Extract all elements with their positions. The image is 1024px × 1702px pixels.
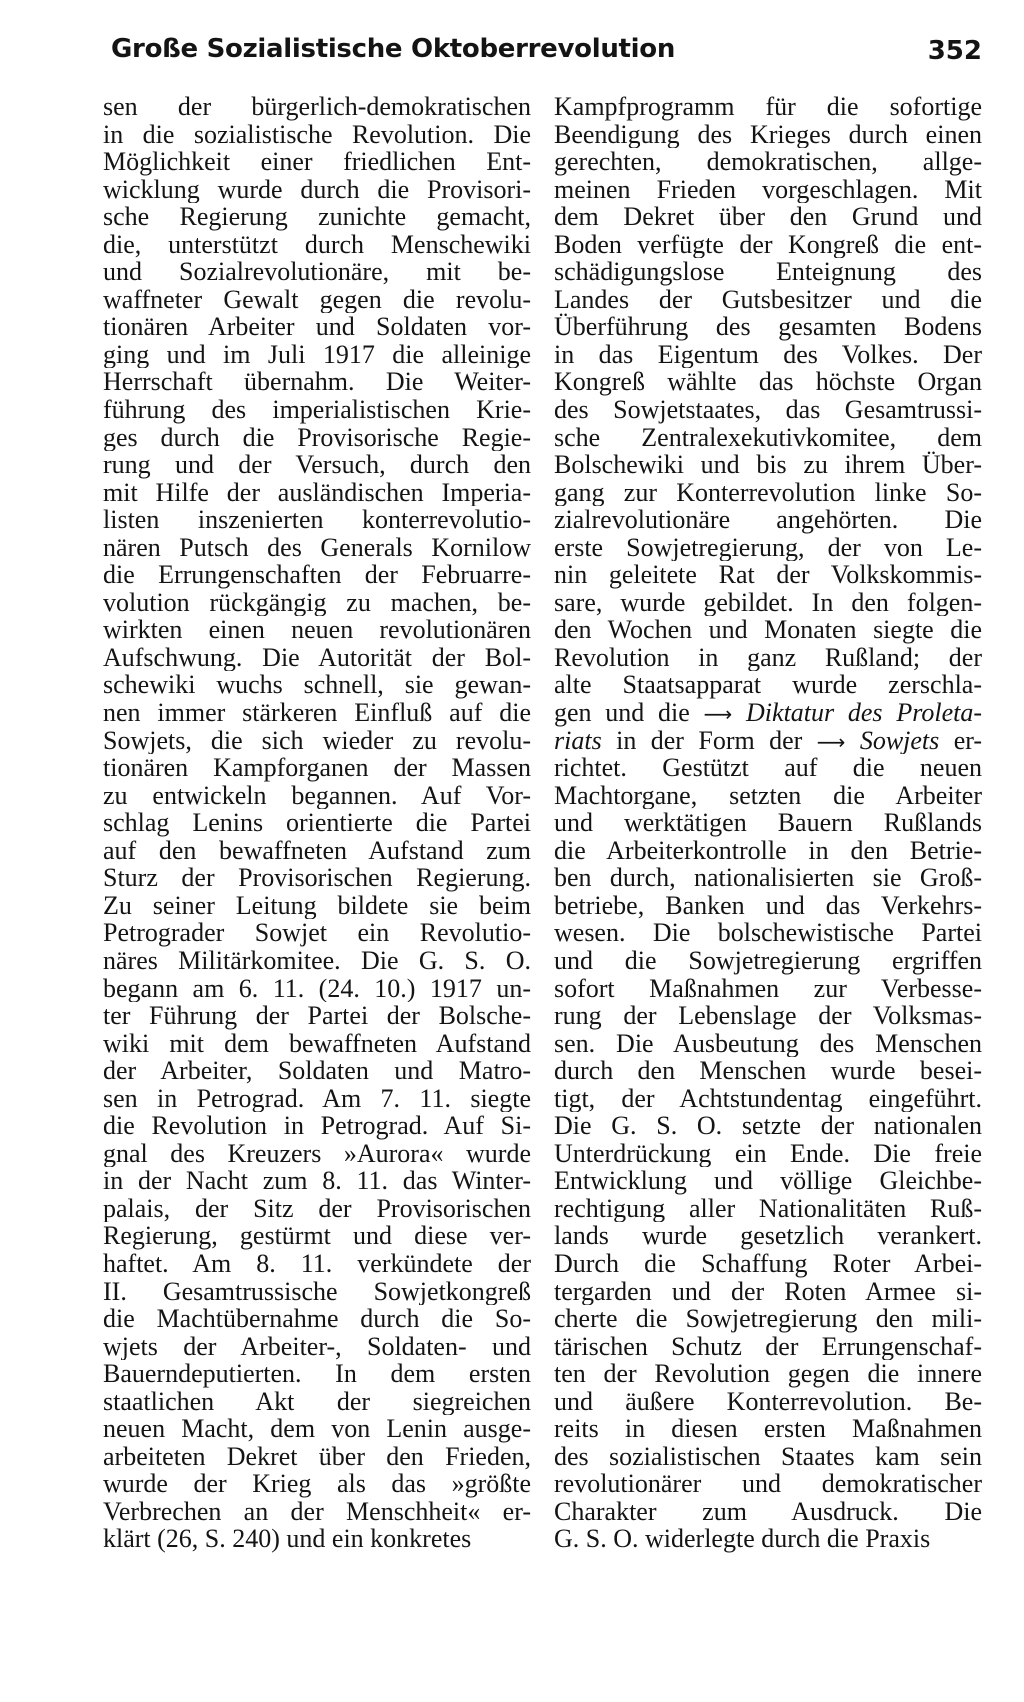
text-line: cherte die Sowjetregierung den mili- [554, 1305, 982, 1333]
text-line: tärischen Schutz der Errungenschaf- [554, 1332, 982, 1361]
text-line: nen immer stärkeren Einfluß auf die [103, 699, 531, 727]
text-line: Regierung, gestürmt und diese ver- [103, 1222, 531, 1250]
text-line: klärt (26, S. 240) und ein konkretes [103, 1525, 472, 1553]
page-header-title: Große Sozialistische Oktoberrevolution [111, 34, 676, 64]
text-line: die, unterstützt durch Menschewiki [103, 230, 531, 259]
left-text-column [103, 93, 531, 1553]
text-line: Kampfprogramm für die sofortige [554, 93, 982, 121]
text-line: meinen Frieden vorgeschlagen. Mit [554, 175, 982, 204]
text-line: tigt, der Achtstundentag eingeführt. [554, 1084, 982, 1113]
text-line: Landes der Gutsbesitzer und die [554, 285, 982, 314]
text-line: Machtorgane, setzten die Arbeiter [554, 781, 982, 810]
text-line: Revolution in ganz Rußland; der [554, 643, 982, 672]
text-line: auf den bewaffneten Aufstand zum [103, 836, 531, 865]
text-line: Bauerndeputierten. In dem ersten [103, 1360, 531, 1388]
text-line: lands wurde gesetzlich verankert. [554, 1222, 982, 1250]
text-line: Die G. S. O. setzte der nationalen [554, 1112, 982, 1140]
text-line: Bolschewiki und bis zu ihrem Über- [554, 451, 982, 479]
text-line: sche Zentralexekutivkomitee, dem [554, 423, 982, 452]
text-line: Charakter zum Ausdruck. Die [554, 1497, 982, 1526]
text-line: rechtigung aller Nationalitäten Ruß- [554, 1194, 982, 1223]
text-line: sen der bürgerlich-demokratischen [103, 93, 531, 121]
text-line: gang zur Konterrevolution linke So- [554, 478, 982, 507]
cross-reference-link[interactable]: Diktatur des Proleta- [746, 699, 982, 727]
text-line: sen in Petrograd. Am 7. 11. siegte [103, 1084, 531, 1113]
text-line: Möglichkeit einer friedlichen Ent- [103, 148, 531, 176]
text-line: listen inszenierten konterrevolutio- [103, 506, 531, 534]
text-line: palais, der Sitz der Provisorischen [103, 1194, 531, 1223]
text-line: gnal des Kreuzers »Aurora« wurde [103, 1139, 531, 1168]
text-line: und die Sowjetregierung ergriffen [554, 946, 982, 975]
text-line: volution rückgängig zu machen, be- [103, 588, 531, 617]
text-line: wesen. Die bolschewistische Partei [554, 919, 982, 947]
text-line: arbeiteten Dekret über den Frieden, [103, 1442, 531, 1471]
text-line: wicklung wurde durch die Provisori- [103, 175, 531, 204]
text-line: waffneter Gewalt gegen die revolu- [103, 285, 531, 314]
text-line: schlag Lenins orientierte die Partei [103, 809, 531, 837]
text-line: schädigungslose Enteignung des [554, 258, 982, 286]
text-segment: er- [953, 726, 982, 755]
cross-reference-link[interactable]: riats [554, 726, 602, 755]
text-segment: in der Form der [616, 726, 803, 755]
text-line: den Wochen und Monaten siegte die [554, 616, 982, 644]
text-line: Kongreß wählte das höchste Organ [554, 368, 982, 397]
right-text-column [554, 93, 982, 1553]
text-line: revolutionärer und demokratischer [554, 1470, 982, 1498]
text-line: zu entwickeln begannen. Auf Vor- [103, 781, 531, 810]
text-line: reits in diesen ersten Maßnahmen [554, 1415, 982, 1443]
text-line: in das Eigentum des Volkes. Der [554, 340, 982, 369]
page-number: 352 [927, 36, 982, 66]
text-line: alte Staatsapparat wurde zerschla- [554, 671, 982, 700]
text-line: begann am 6. 11. (24. 10.) 1917 un- [103, 974, 531, 1003]
text-line: Boden verfügte der Kongreß die ent- [554, 230, 982, 259]
text-line: des Sowjetstaates, das Gesamtrussi- [554, 396, 982, 424]
text-line [554, 727, 982, 755]
text-line: rung und der Versuch, durch den [103, 451, 531, 479]
text-line: wurde der Krieg als das »größte [103, 1470, 531, 1498]
text-line: näres Militärkomitee. Die G. S. O. [103, 946, 531, 975]
text-line: nin geleitete Rat der Volkskommis- [554, 561, 982, 589]
text-line: wirkten einen neuen revolutionären [103, 616, 531, 644]
text-line: tergarden und der Roten Armee si- [554, 1277, 982, 1306]
text-line: rung der Lebenslage der Volksmas- [554, 1002, 982, 1030]
text-line: ben durch, nationalisierten sie Groß- [554, 864, 982, 892]
text-line: Überführung des gesamten Bodens [554, 313, 982, 341]
text-line: schewiki wuchs schnell, sie gewan- [103, 671, 531, 700]
text-line: des sozialistischen Staates kam sein [554, 1442, 982, 1471]
text-line: Beendigung des Krieges durch einen [554, 120, 982, 149]
text-line: Aufschwung. Die Autorität der Bol- [103, 643, 531, 672]
text-line: sche Regierung zunichte gemacht, [103, 203, 531, 231]
text-line: tionären Arbeiter und Soldaten vor- [103, 313, 531, 341]
text-line: die Errungenschaften der Februarre- [103, 561, 531, 589]
text-line: Petrograder Sowjet ein Revolutio- [103, 919, 531, 947]
text-line: Sturz der Provisorischen Regierung. [103, 864, 531, 892]
text-line: und Sozialrevolutionäre, mit be- [103, 258, 531, 286]
text-line: in der Nacht zum 8. 11. das Winter- [103, 1167, 531, 1195]
text-line: Entwicklung und völlige Gleichbe- [554, 1167, 982, 1195]
text-line: wiki mit dem bewaffneten Aufstand [103, 1029, 531, 1058]
text-line: wjets der Arbeiter-, Soldaten- und [103, 1332, 531, 1361]
text-line: dem Dekret über den Grund und [554, 203, 982, 231]
text-line: ten der Revolution gegen die innere [554, 1360, 982, 1388]
text-line: zialrevolutionäre angehörten. Die [554, 506, 982, 534]
text-line: richtet. Gestützt auf die neuen [554, 754, 982, 782]
text-line: staatlichen Akt der siegreichen [103, 1387, 531, 1416]
text-line: der Arbeiter, Soldaten und Matro- [103, 1057, 531, 1085]
text-line: ging und im Juli 1917 die alleinige [103, 340, 531, 369]
text-line: ges durch die Provisorische Regie- [103, 423, 531, 452]
text-line: und äußere Konterrevolution. Be- [554, 1387, 982, 1416]
text-line: Zu seiner Leitung bildete sie beim [103, 891, 531, 920]
cross-reference-arrow-icon: ⟶ [703, 702, 733, 727]
text-line: Sowjets, die sich wieder zu revolu- [103, 726, 531, 755]
text-line: sofort Maßnahmen zur Verbesse- [554, 974, 982, 1003]
text-line: Durch die Schaffung Roter Arbei- [554, 1249, 982, 1278]
text-line: und werktätigen Bauern Rußlands [554, 809, 982, 837]
text-line: durch den Menschen wurde besei- [554, 1057, 982, 1085]
text-line: gerechten, demokratischen, allge- [554, 148, 982, 176]
cross-reference-arrow-icon: ⟶ [816, 729, 846, 754]
text-line: Unterdrückung ein Ende. Die freie [554, 1139, 982, 1168]
text-line: mit Hilfe der ausländischen Imperia- [103, 478, 531, 507]
text-line: die Arbeiterkontrolle in den Betrie- [554, 836, 982, 865]
text-line: Herrschaft übernahm. Die Weiter- [103, 368, 531, 397]
text-line: die Revolution in Petrograd. Auf Si- [103, 1112, 531, 1140]
text-line: tionären Kampforganen der Massen [103, 754, 531, 782]
text-line: II. Gesamtrussische Sowjetkongreß [103, 1277, 531, 1306]
cross-reference-link[interactable]: Sowjets [859, 726, 940, 755]
text-line: sen. Die Ausbeutung des Menschen [554, 1029, 982, 1058]
text-line: nären Putsch des Generals Kornilow [103, 533, 531, 562]
text-segment: gen und die [554, 699, 690, 727]
text-line: sare, wurde gebildet. In den folgen- [554, 588, 982, 617]
text-line: G. S. O. widerlegte durch die Praxis [554, 1525, 931, 1553]
text-line: in die sozialistische Revolution. Die [103, 120, 531, 149]
text-line: Verbrechen an der Menschheit« er- [103, 1497, 531, 1526]
text-line: neuen Macht, dem von Lenin ausge- [103, 1415, 531, 1443]
text-line: die Machtübernahme durch die So- [103, 1305, 531, 1333]
text-line: betriebe, Banken und das Verkehrs- [554, 891, 982, 920]
text-line: erste Sowjetregierung, der von Le- [554, 533, 982, 562]
text-line: führung des imperialistischen Krie- [103, 396, 531, 424]
text-line: ter Führung der Partei der Bolsche- [103, 1002, 531, 1030]
text-line [554, 699, 982, 727]
text-line: haftet. Am 8. 11. verkündete der [103, 1249, 531, 1278]
